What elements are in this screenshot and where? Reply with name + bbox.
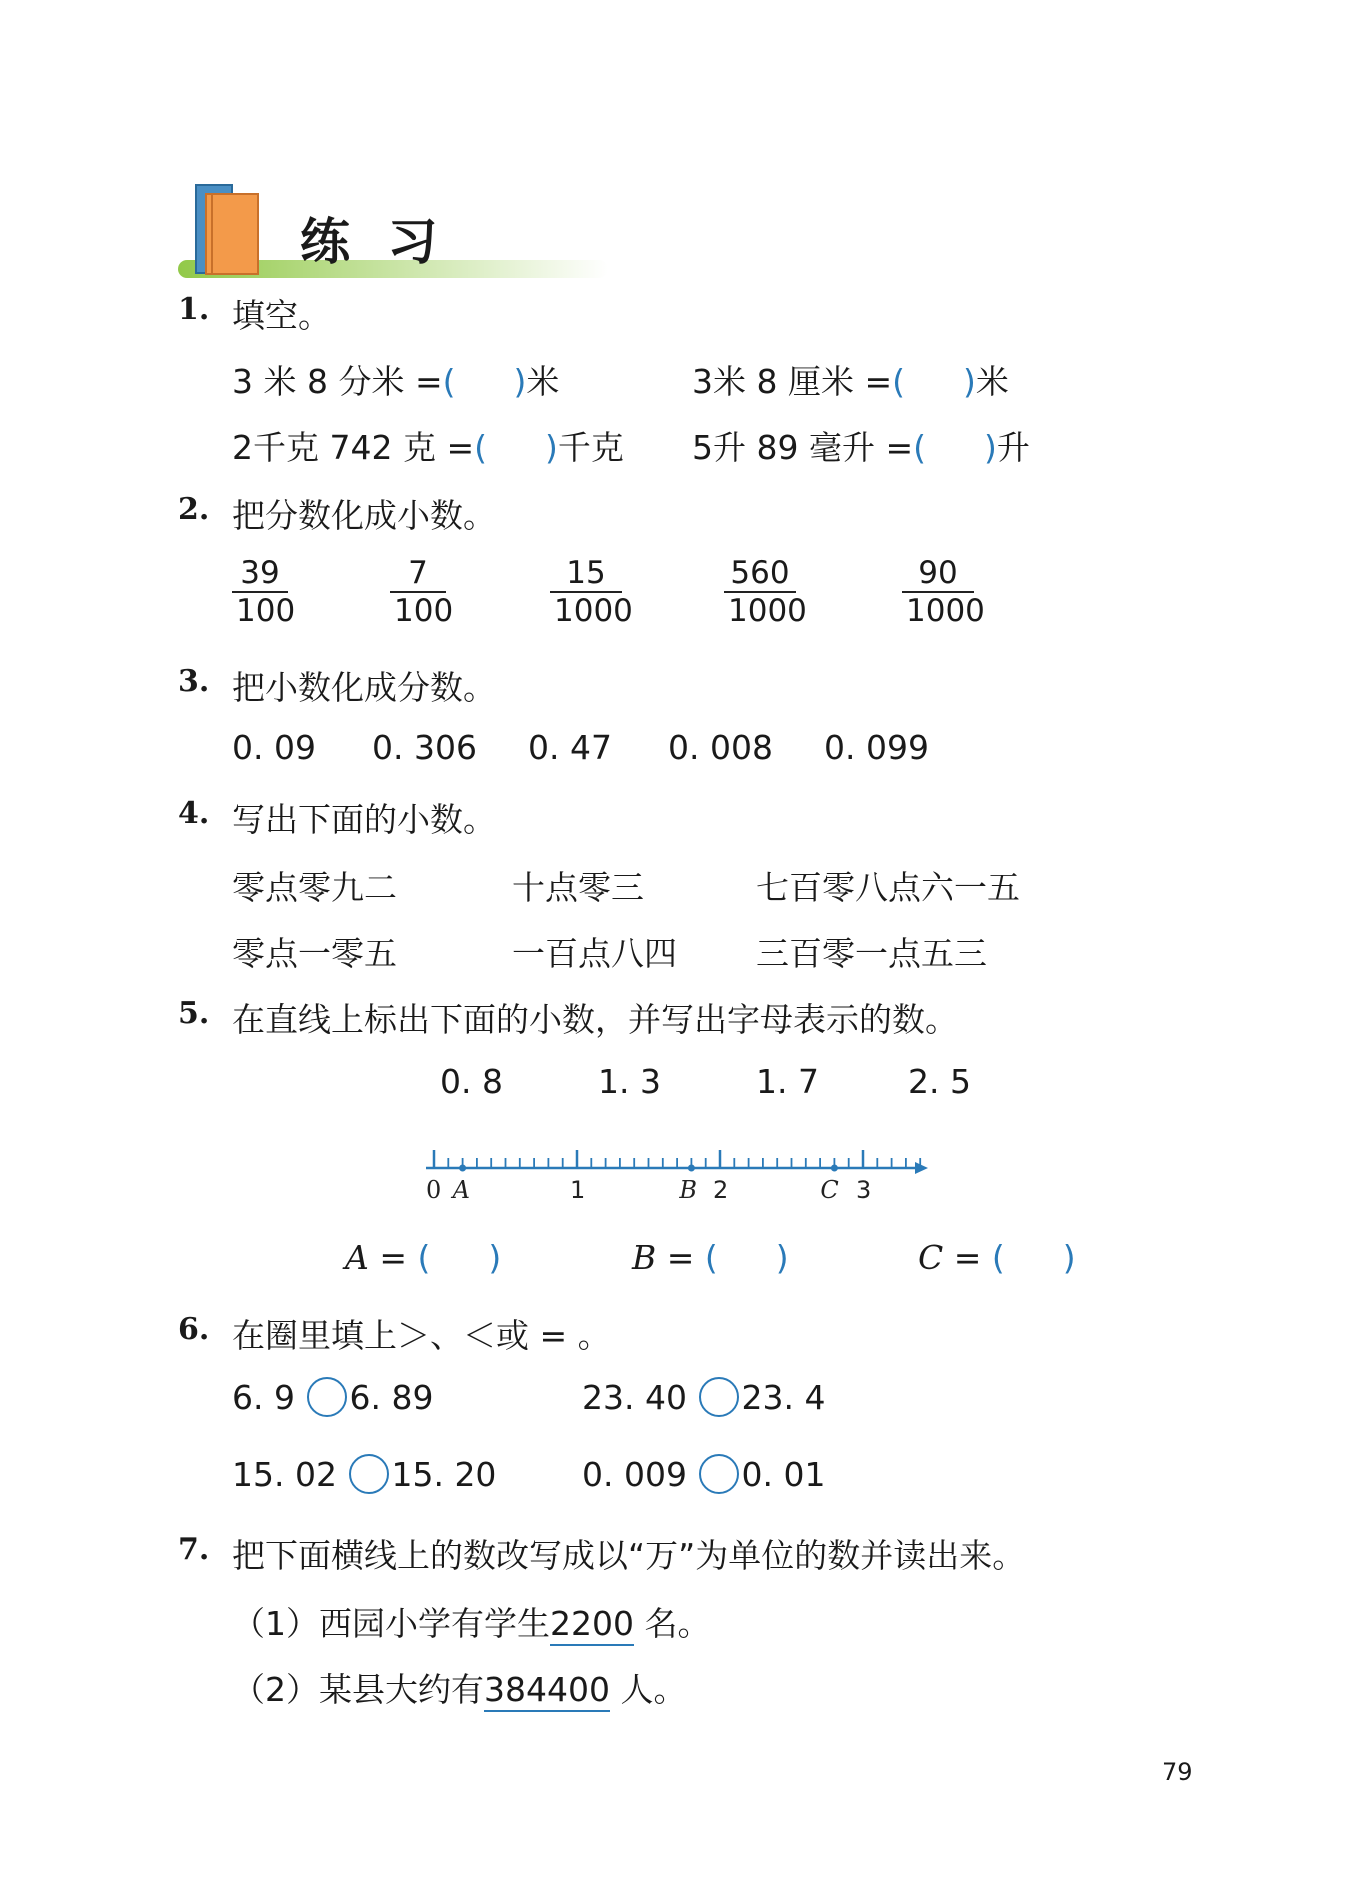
point-a bbox=[459, 1165, 466, 1172]
word-number: 七百零八点六一五 bbox=[756, 868, 1020, 907]
arrow-icon bbox=[915, 1162, 928, 1174]
tick-label-3: 3 bbox=[856, 1176, 872, 1204]
decimal-value: 2. 5 bbox=[908, 1062, 971, 1101]
q1-item: 3米 8 厘米 =( )米 bbox=[692, 362, 1009, 401]
q2-text: 把分数化成小数。 bbox=[232, 496, 496, 535]
q2-number: 2. bbox=[178, 492, 210, 527]
decimal-value: 0. 8 bbox=[440, 1062, 503, 1101]
comparison-item: 15. 02 15. 20 bbox=[232, 1455, 497, 1494]
q6-text: 在圈里填上＞、＜或 = 。 bbox=[232, 1316, 611, 1355]
answer-b: B = ( ) bbox=[632, 1238, 789, 1277]
tick-label-0: 0 bbox=[426, 1176, 442, 1204]
decimal-item: 0. 099 bbox=[824, 728, 929, 767]
q5-text: 在直线上标出下面的小数，并写出字母表示的数。 bbox=[232, 1000, 958, 1039]
decimal-item: 0. 306 bbox=[372, 728, 477, 767]
number-line-svg bbox=[420, 1140, 940, 1220]
q3-text: 把小数化成分数。 bbox=[232, 668, 496, 707]
q1-item: 3 米 8 分米 =( )米 bbox=[232, 362, 560, 401]
point-c bbox=[831, 1165, 838, 1172]
comparison-item: 23. 40 23. 4 bbox=[582, 1378, 826, 1417]
answer-a: A = ( ) bbox=[345, 1238, 502, 1277]
decimal-item: 0. 09 bbox=[232, 728, 316, 767]
word-number: 零点一零五 bbox=[232, 934, 397, 973]
comparison-item: 0. 009 0. 01 bbox=[582, 1455, 826, 1494]
page-title: 练 习 bbox=[300, 213, 448, 271]
compare-circle[interactable] bbox=[699, 1377, 739, 1417]
underlined-number: 2200 bbox=[550, 1604, 634, 1646]
fraction: $\frac{39}{100}$ bbox=[232, 555, 288, 629]
q7-text: 把下面横线上的数改写成以“万”为单位的数并读出来。 bbox=[232, 1536, 1026, 1575]
word-number: 三百零一点五三 bbox=[756, 934, 987, 973]
point-b bbox=[688, 1165, 695, 1172]
underlined-number: 384400 bbox=[484, 1670, 610, 1712]
q4-number: 4. bbox=[178, 796, 210, 831]
word-number: 十点零三 bbox=[512, 868, 644, 907]
word-number: 零点零九二 bbox=[232, 868, 397, 907]
fraction: $\frac{560}{1000}$ bbox=[724, 555, 796, 629]
fraction: $\frac{7}{100}$ bbox=[390, 555, 446, 629]
q7-sentence-2: （2）某县大约有384400 人。 bbox=[232, 1664, 686, 1711]
comparison-item: 6. 9 6. 89 bbox=[232, 1378, 434, 1417]
compare-circle[interactable] bbox=[349, 1454, 389, 1494]
q6-number: 6. bbox=[178, 1312, 210, 1347]
section-header bbox=[178, 180, 618, 285]
label-a: A bbox=[452, 1176, 470, 1204]
q3-number: 3. bbox=[178, 664, 210, 699]
answer-c: C = ( ) bbox=[918, 1238, 1076, 1277]
q1-item: 2千克 742 克 =( )千克 bbox=[232, 428, 624, 467]
decimal-item: 0. 47 bbox=[528, 728, 612, 767]
page-number: 79 bbox=[1162, 1758, 1193, 1786]
q7-number: 7. bbox=[178, 1532, 210, 1567]
fraction: $\frac{15}{1000}$ bbox=[550, 555, 622, 629]
q5-number: 5. bbox=[178, 996, 210, 1031]
decimal-item: 0. 008 bbox=[668, 728, 773, 767]
q4-text: 写出下面的小数。 bbox=[232, 800, 496, 839]
compare-circle[interactable] bbox=[307, 1377, 347, 1417]
compare-circle[interactable] bbox=[699, 1454, 739, 1494]
label-b: B bbox=[679, 1176, 698, 1204]
fraction: $\frac{90}{1000}$ bbox=[902, 555, 974, 629]
q1-number: 1. bbox=[178, 292, 210, 327]
q7-sentence-1: （1）西园小学有学生2200 名。 bbox=[232, 1598, 710, 1645]
decimal-value: 1. 7 bbox=[756, 1062, 819, 1101]
number-line bbox=[420, 1140, 940, 1220]
word-number: 一百点八四 bbox=[512, 934, 677, 973]
q1-item: 5升 89 毫升 =( )升 bbox=[692, 428, 1030, 467]
label-c: C bbox=[820, 1176, 839, 1204]
tick-label-2: 2 bbox=[713, 1176, 729, 1204]
q1-text: 填空。 bbox=[232, 296, 331, 335]
decimal-value: 1. 3 bbox=[598, 1062, 661, 1101]
tick-label-1: 1 bbox=[570, 1176, 586, 1204]
